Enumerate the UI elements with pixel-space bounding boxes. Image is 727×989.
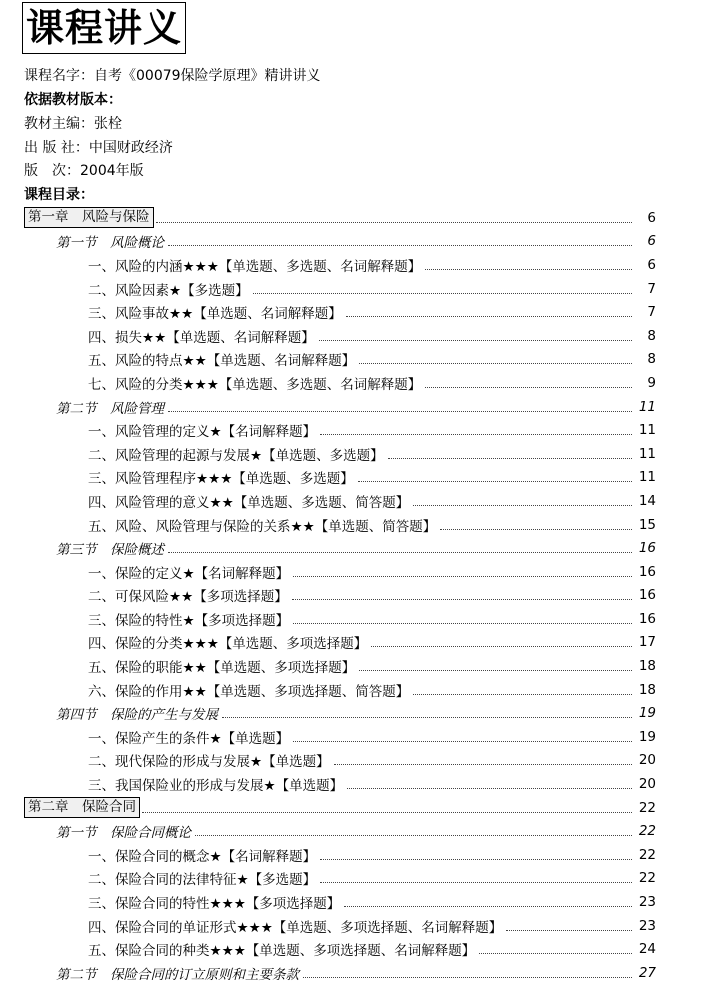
toc-entry-label: 第二节 保险合同的订立原则和主要条款 (56, 966, 299, 983)
dot-leader (371, 646, 632, 647)
toc-entry-label: 四、保险的分类★★★【单选题、多项选择题】 (88, 636, 368, 653)
toc-heading: 课程目录： (24, 187, 94, 203)
toc-item-row[interactable] (0, 607, 727, 631)
toc-entry-label: 一、保险产生的条件★【单选题】 (88, 730, 290, 747)
toc-item-row[interactable] (0, 843, 727, 867)
toc-item-row[interactable] (0, 348, 727, 372)
toc-entry-label: 四、保险合同的单证形式★★★【单选题、多项选择题、名词解释题】 (88, 919, 503, 936)
toc-page-number: 7 (647, 280, 656, 297)
toc-entry-label: 一、风险的内涵★★★【单选题、多选题、名词解释题】 (88, 258, 422, 275)
toc-section-row[interactable] (0, 230, 727, 254)
dot-leader (222, 717, 632, 718)
dot-leader (156, 222, 633, 223)
dot-leader (440, 529, 632, 530)
dot-leader (293, 623, 632, 624)
toc-page-number: 20 (638, 752, 656, 769)
toc-item-row[interactable] (0, 867, 727, 891)
toc-page-number: 15 (638, 516, 656, 533)
toc-section-row[interactable] (0, 536, 727, 560)
dot-leader (506, 930, 632, 931)
toc-item-row[interactable] (0, 631, 727, 655)
toc-item-row[interactable] (0, 466, 727, 490)
toc-entry-label: 一、保险合同的概念★【名词解释题】 (88, 848, 317, 865)
textbook-publisher: 出 版 社：中国财政经济 (24, 140, 173, 156)
dot-leader (413, 505, 632, 506)
toc-item-row[interactable] (0, 253, 727, 277)
toc-entry-label: 三、风险管理程序★★★【单选题、多选题】 (88, 471, 354, 488)
toc-page-number: 16 (638, 540, 656, 557)
dot-leader (293, 576, 632, 577)
toc-section-row[interactable] (0, 395, 727, 419)
toc-page-number: 19 (638, 705, 656, 722)
toc-entry-label: 七、风险的分类★★★【单选题、多选题、名词解释题】 (88, 376, 422, 393)
toc-entry-label: 四、风险管理的意义★★【单选题、多选题、简答题】 (88, 494, 410, 511)
toc-entry-label: 二、现代保险的形成与发展★【单选题】 (88, 754, 330, 771)
toc-page-number: 23 (638, 894, 656, 911)
toc-entry-label: 六、保险的作用★★【单选题、多项选择题、简答题】 (88, 683, 410, 700)
toc-item-row[interactable] (0, 371, 727, 395)
toc-item-row[interactable] (0, 560, 727, 584)
textbook-heading: 依据教材版本： (24, 92, 122, 108)
toc-item-row[interactable] (0, 489, 727, 513)
toc-page-number: 22 (638, 846, 656, 863)
toc-chapter-row[interactable] (0, 796, 727, 820)
dot-leader (168, 552, 632, 553)
toc-page-number: 20 (638, 776, 656, 793)
dot-leader (347, 788, 632, 789)
dot-leader (320, 859, 632, 860)
toc-item-row[interactable] (0, 418, 727, 442)
toc-page-number: 16 (638, 610, 656, 627)
toc-item-row[interactable] (0, 513, 727, 537)
dot-leader (359, 670, 632, 671)
toc-entry-label: 一、保险的定义★【名词解释题】 (88, 565, 290, 582)
toc-page-number: 11 (638, 422, 656, 439)
toc-page-number: 11 (638, 398, 656, 415)
toc-entry-label: 五、风险的特点★★【单选题、名词解释题】 (88, 353, 356, 370)
toc-page-number: 22 (638, 870, 656, 887)
toc-entry-label: 三、保险的特性★【多项选择题】 (88, 612, 290, 629)
dot-leader (320, 882, 632, 883)
dot-leader (142, 812, 632, 813)
toc-page-number: 24 (638, 941, 656, 958)
toc-page-number: 14 (638, 492, 656, 509)
dot-leader (320, 434, 632, 435)
toc-entry-label: 二、风险因素★【多选题】 (88, 282, 249, 299)
toc-item-row[interactable] (0, 324, 727, 348)
toc-item-row[interactable] (0, 442, 727, 466)
dot-leader (425, 387, 632, 388)
toc-page-number: 6 (647, 256, 656, 273)
toc-entry-label: 三、风险事故★★【单选题、名词解释题】 (88, 306, 342, 323)
textbook-editor: 教材主编：张栓 (24, 116, 122, 132)
toc-page-number: 27 (638, 964, 656, 981)
toc-entry-label: 第二章 保险合同 (24, 797, 140, 818)
toc-entry-label: 第四节 保险的产生与发展 (56, 707, 218, 724)
toc-page-number: 8 (647, 351, 656, 368)
dot-leader (346, 316, 632, 317)
toc-entry-label: 第一节 风险概论 (56, 235, 164, 252)
toc-item-row[interactable] (0, 725, 727, 749)
dot-leader (388, 458, 632, 459)
toc-page-number: 7 (647, 304, 656, 321)
toc-item-row[interactable] (0, 654, 727, 678)
toc-item-row[interactable] (0, 584, 727, 608)
toc-page-number: 16 (638, 587, 656, 604)
dot-leader (479, 953, 632, 954)
course-name: 课程名字：自考《00079保险学原理》精讲讲义 (24, 68, 321, 84)
dot-leader (358, 481, 632, 482)
toc-page-number: 6 (647, 209, 656, 226)
toc-page-number: 22 (638, 823, 656, 840)
textbook-edition: 版 次：2004年版 (24, 163, 144, 179)
toc-item-row[interactable] (0, 277, 727, 301)
dot-leader (344, 906, 632, 907)
toc-page-number: 11 (638, 445, 656, 462)
table-of-contents (0, 206, 727, 985)
toc-page-number: 22 (638, 799, 656, 816)
toc-item-row[interactable] (0, 300, 727, 324)
page-title: 课程讲义 (22, 2, 186, 54)
dot-leader (195, 835, 632, 836)
dot-leader (168, 245, 632, 246)
toc-page-number: 19 (638, 728, 656, 745)
dot-leader (413, 694, 632, 695)
toc-entry-label: 五、风险、风险管理与保险的关系★★【单选题、简答题】 (88, 518, 437, 535)
toc-entry-label: 二、可保风险★★【多项选择题】 (88, 589, 288, 606)
toc-section-row[interactable] (0, 819, 727, 843)
dot-leader (425, 269, 632, 270)
toc-page-number: 23 (638, 917, 656, 934)
toc-entry-label: 一、风险管理的定义★【名词解释题】 (88, 424, 317, 441)
toc-item-row[interactable] (0, 772, 727, 796)
toc-item-row[interactable] (0, 749, 727, 773)
toc-entry-label: 五、保险的职能★★【单选题、多项选择题】 (88, 660, 356, 677)
toc-page-number: 6 (647, 233, 656, 250)
toc-entry-label: 第一节 保险合同概论 (56, 825, 191, 842)
toc-page-number: 8 (647, 327, 656, 344)
toc-entry-label: 四、损失★★【单选题、名词解释题】 (88, 329, 315, 346)
dot-leader (293, 741, 632, 742)
dot-leader (359, 363, 632, 364)
toc-item-row[interactable] (0, 914, 727, 938)
toc-entry-label: 第一章 风险与保险 (24, 207, 154, 228)
toc-entry-label: 三、我国保险业的形成与发展★【单选题】 (88, 778, 344, 795)
dot-leader (334, 764, 632, 765)
toc-page-number: 17 (638, 634, 656, 651)
toc-item-row[interactable] (0, 937, 727, 961)
toc-page-number: 18 (638, 681, 656, 698)
dot-leader (168, 411, 632, 412)
toc-item-row[interactable] (0, 678, 727, 702)
toc-section-row[interactable] (0, 961, 727, 985)
toc-section-row[interactable] (0, 701, 727, 725)
toc-page-number: 18 (638, 658, 656, 675)
toc-entry-label: 三、保险合同的特性★★★【多项选择题】 (88, 896, 341, 913)
toc-page-number: 9 (647, 374, 656, 391)
toc-page-number: 11 (638, 469, 656, 486)
toc-entry-label: 第三节 保险概述 (56, 542, 164, 559)
toc-entry-label: 五、保险合同的种类★★★【单选题、多项选择题、名词解释题】 (88, 943, 476, 960)
toc-entry-label: 二、风险管理的起源与发展★【单选题、多选题】 (88, 447, 384, 464)
toc-item-row[interactable] (0, 890, 727, 914)
dot-leader (319, 340, 632, 341)
dot-leader (292, 599, 632, 600)
toc-chapter-row[interactable] (0, 206, 727, 230)
dot-leader (303, 977, 632, 978)
dot-leader (253, 293, 632, 294)
toc-entry-label: 二、保险合同的法律特征★【多选题】 (88, 872, 317, 889)
toc-entry-label: 第二节 风险管理 (56, 400, 164, 417)
toc-page-number: 16 (638, 563, 656, 580)
